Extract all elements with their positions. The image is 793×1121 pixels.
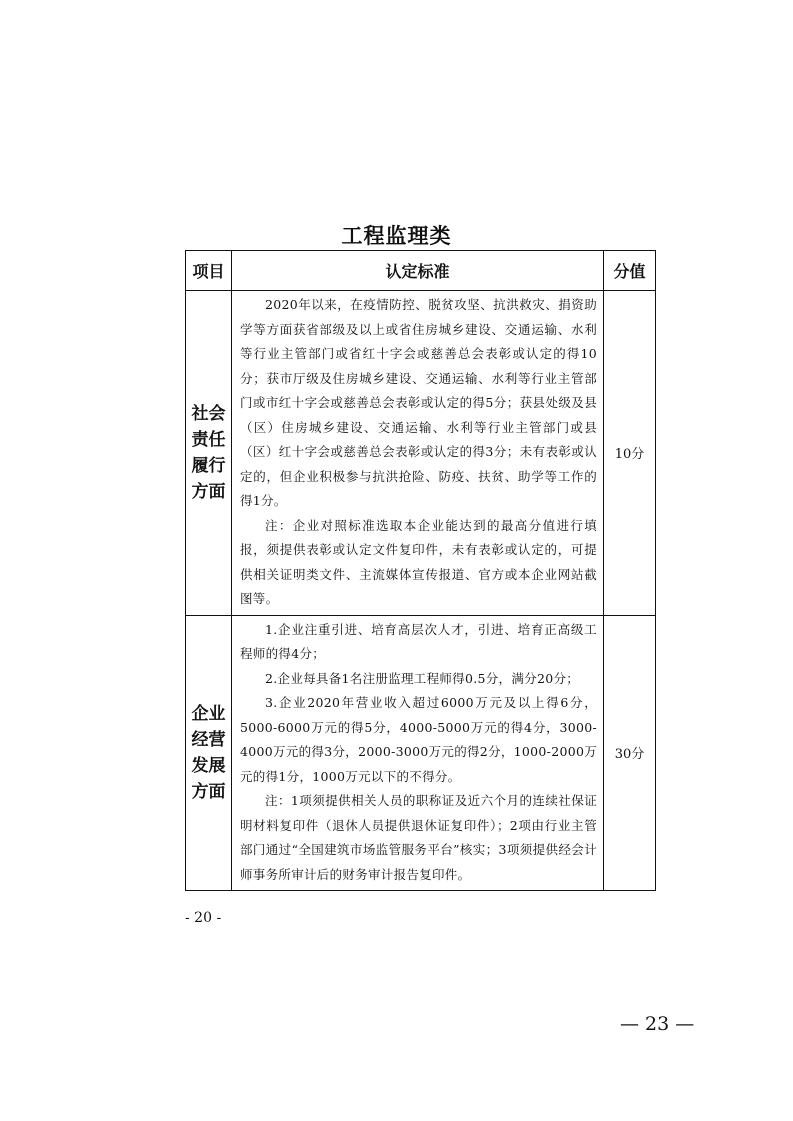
header-project: 项目 [186,251,232,291]
document-title: 工程监理类 [341,224,452,248]
criteria-paragraph: 2.企业每具备1名注册监理工程师得0.5分，满分20分； [265,670,580,686]
criteria-table [185,250,656,891]
criteria-paragraph: 1.企业注重引进、培育高层次人才，引进、培育正高级工程师的得4分； [240,621,597,661]
category-social-responsibility: 社会责任履行方面 [186,291,232,616]
criteria-paragraph: 3.企业2020年营业收入超过6000万元及以上得6分，5000-6000万元的得5分，4000-5000万元的得4分，3000-4000万元的得3分，2000-3000万元的得2分，1000-2000万元的得1分，1000万元以下的不得分。 [240,695,598,784]
table-row [186,291,656,616]
outer-page-number: — 23 — [620,1013,695,1035]
score-cell: 10分 [604,291,656,616]
table-row [186,615,656,891]
criteria-note: 注：企业对照标准选取本企业能达到的最高分值进行填报，须提供表彰或认定文件复印件，未有表彰或认定的，可提供相关证明类文件、主流媒体宣传报道、官方或本企业网站截图等。 [240,517,597,606]
criteria-cell [232,615,604,891]
header-score: 分值 [604,251,656,291]
inner-page-number: - 20 - [185,910,222,926]
criteria-cell [232,291,604,616]
header-criteria: 认定标准 [232,251,604,291]
criteria-paragraph: 2020年以来，在疫情防控、脱贫攻坚、抗洪救灾、捐资助学等方面获省部级及以上或省住房城乡建设、交通运输、水利等行业主管部门或省红十字会或慈善总会表彰或认定的得10分；获市厅级及住房城乡建设、交通运输、水利等行业主管部门或市红十字会或慈善总会表彰或认定的得5分；获县处级及县（区）住房城乡建设、交通运输、水利等行业主管部门或县（区）红十字会或慈善总会表彰或认定的得3分；未有表彰或认定的，但企业积极参与抗洪抢险、防疫、扶贫、助学等工作的得1分。 [240,297,597,508]
criteria-note: 注：1项须提供相关人员的职称证及近六个月的连续社保证明材料复印件（退休人员提供退休证复印件）；2项由行业主管部门通过“全国建筑市场监管服务平台”核实；3项须提供经会计师事务所审计后的财务审计报告复印件。 [240,793,597,882]
score-cell: 30分 [604,615,656,891]
category-business-development: 企业经营发展方面 [186,615,232,891]
table-header-row [186,251,656,291]
